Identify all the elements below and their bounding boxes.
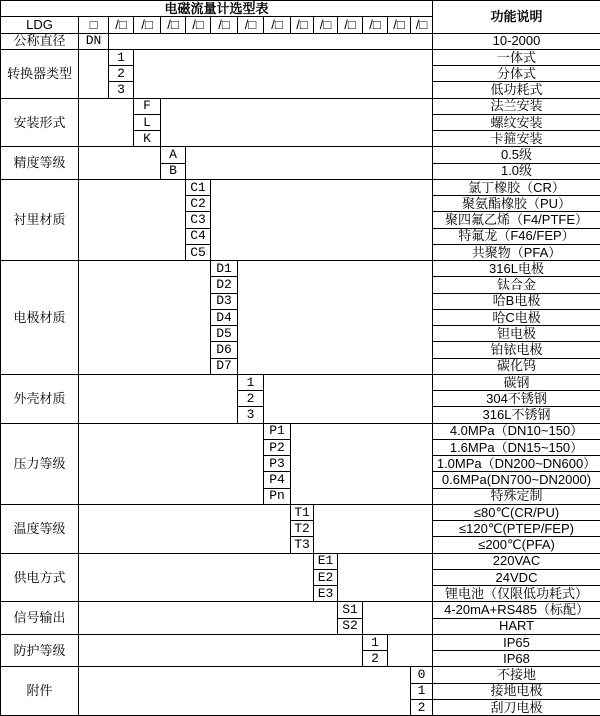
option-code: K bbox=[134, 131, 161, 147]
section-label: 安装形式 bbox=[1, 98, 79, 147]
spacer-cell bbox=[79, 634, 363, 667]
spacer-cell bbox=[79, 98, 134, 147]
option-code: 3 bbox=[238, 407, 264, 423]
option-code: B bbox=[161, 163, 186, 179]
section-label: 转换器类型 bbox=[1, 49, 79, 98]
option-description: 24VDC bbox=[433, 569, 600, 585]
option-code: 1 bbox=[238, 374, 264, 390]
spacer-cell bbox=[338, 553, 433, 602]
spacer-cell bbox=[161, 98, 433, 147]
option-code: T3 bbox=[291, 537, 314, 553]
option-description: 钛合金 bbox=[433, 277, 600, 293]
option-code: 0 bbox=[411, 667, 433, 683]
section-label: 衬里材质 bbox=[1, 179, 79, 260]
model-code-slot-box: /□ bbox=[238, 17, 264, 33]
option-code: E1 bbox=[314, 553, 338, 569]
option-description: 碳钢 bbox=[433, 374, 600, 390]
spacer-cell bbox=[134, 49, 433, 98]
model-code-slot-box: /□ bbox=[161, 17, 186, 33]
option-code: D3 bbox=[211, 293, 238, 309]
model-first-slot-box: □ bbox=[79, 17, 109, 33]
option-description: HART bbox=[433, 618, 600, 634]
option-code: S2 bbox=[338, 618, 363, 634]
option-code: 2 bbox=[363, 651, 388, 667]
spacer-cell bbox=[79, 602, 338, 635]
option-code: D7 bbox=[211, 358, 238, 374]
function-column-header: 功能说明 bbox=[433, 1, 600, 34]
model-code-slot-box: /□ bbox=[134, 17, 161, 33]
spacer-cell bbox=[211, 179, 433, 260]
option-code: Pn bbox=[264, 488, 291, 504]
option-description: 0.6MPa(DN700~DN2000) bbox=[433, 472, 600, 488]
option-description: ≤80℃(CR/PU) bbox=[433, 504, 600, 520]
option-description: ≤200℃(PFA) bbox=[433, 537, 600, 553]
option-description: 316L不锈钢 bbox=[433, 407, 600, 423]
option-code: C2 bbox=[186, 196, 211, 212]
spacer-cell bbox=[79, 553, 314, 602]
option-description: 聚氨酯橡胶（PU） bbox=[433, 196, 600, 212]
diameter-code: DN bbox=[79, 33, 109, 49]
option-description: 4.0MPa（DN10~150） bbox=[433, 423, 600, 439]
diameter-label: 公称直径 bbox=[1, 33, 79, 49]
option-code: D1 bbox=[211, 261, 238, 277]
option-description: 铂铱电极 bbox=[433, 342, 600, 358]
option-code: C3 bbox=[186, 212, 211, 228]
spacer-cell bbox=[186, 147, 433, 180]
spacer-cell bbox=[363, 602, 433, 635]
option-code: 3 bbox=[109, 82, 134, 98]
option-description: 螺纹安装 bbox=[433, 114, 600, 130]
option-code: 1 bbox=[363, 634, 388, 650]
option-description: 卡箍安装 bbox=[433, 131, 600, 147]
option-code: P3 bbox=[264, 456, 291, 472]
section-label: 附件 bbox=[1, 667, 79, 716]
section-label: 供电方式 bbox=[1, 553, 79, 602]
model-code-slot-box: /□ bbox=[211, 17, 238, 33]
option-description: 钽电极 bbox=[433, 326, 600, 342]
spacer-cell bbox=[388, 634, 433, 667]
option-code: D4 bbox=[211, 309, 238, 325]
model-code-slot-box: /□ bbox=[338, 17, 363, 33]
option-code: P4 bbox=[264, 472, 291, 488]
option-description: 1.0MPa（DN200~DN600） bbox=[433, 456, 600, 472]
option-description: 共聚物（PFA） bbox=[433, 244, 600, 260]
spacer-cell bbox=[79, 179, 186, 260]
option-description: 碳化钨 bbox=[433, 358, 600, 374]
spacer-cell bbox=[79, 667, 411, 716]
spacer-cell bbox=[79, 374, 238, 423]
spacer-cell bbox=[79, 261, 211, 375]
section-label: 温度等级 bbox=[1, 504, 79, 553]
model-code-slot-box: /□ bbox=[388, 17, 411, 33]
option-description: 304不锈钢 bbox=[433, 391, 600, 407]
option-code: F bbox=[134, 98, 161, 114]
option-code: 2 bbox=[411, 699, 433, 715]
section-label: 信号输出 bbox=[1, 602, 79, 635]
option-description: 一体式 bbox=[433, 49, 600, 65]
option-code: 2 bbox=[238, 391, 264, 407]
option-code: L bbox=[134, 114, 161, 130]
option-description: 聚四氟乙烯（F4/PTFE） bbox=[433, 212, 600, 228]
spacer-cell bbox=[238, 261, 433, 375]
spacer-cell bbox=[264, 374, 433, 423]
spacer-cell bbox=[314, 504, 433, 553]
section-label: 防护等级 bbox=[1, 634, 79, 667]
option-code: D2 bbox=[211, 277, 238, 293]
option-code: 2 bbox=[109, 66, 134, 82]
spacer-cell bbox=[79, 147, 161, 180]
option-description: 哈C电极 bbox=[433, 309, 600, 325]
option-description: 220VAC bbox=[433, 553, 600, 569]
option-code: A bbox=[161, 147, 186, 163]
option-code: C4 bbox=[186, 228, 211, 244]
spacer-cell bbox=[79, 423, 264, 504]
option-description: 1.0级 bbox=[433, 163, 600, 179]
option-description: 氯丁橡胶（CR） bbox=[433, 179, 600, 195]
section-label: 压力等级 bbox=[1, 423, 79, 504]
spacer-cell bbox=[79, 49, 109, 98]
option-description: ≤120℃(PTEP/FEP) bbox=[433, 521, 600, 537]
option-description: 特氟龙（F46/FEP） bbox=[433, 228, 600, 244]
spacer-cell bbox=[79, 504, 291, 553]
option-code: C1 bbox=[186, 179, 211, 195]
option-description: 316L电极 bbox=[433, 261, 600, 277]
model-code-slot-box: /□ bbox=[291, 17, 314, 33]
option-code: 1 bbox=[411, 683, 433, 699]
spacer-cell bbox=[291, 423, 433, 504]
option-code: E3 bbox=[314, 586, 338, 602]
option-description: 不接地 bbox=[433, 667, 600, 683]
option-description: 1.6MPa（DN15~150） bbox=[433, 439, 600, 455]
model-code-slot-box: /□ bbox=[363, 17, 388, 33]
option-code: T1 bbox=[291, 504, 314, 520]
option-description: 特殊定制 bbox=[433, 488, 600, 504]
model-code-slot-box: /□ bbox=[314, 17, 338, 33]
option-code: T2 bbox=[291, 521, 314, 537]
model-code-slot-box: /□ bbox=[264, 17, 291, 33]
option-code: P2 bbox=[264, 439, 291, 455]
model-prefix: LDG bbox=[1, 17, 79, 33]
model-code-slot-box: /□ bbox=[411, 17, 433, 33]
option-code: D5 bbox=[211, 326, 238, 342]
option-code: D6 bbox=[211, 342, 238, 358]
spacer-cell bbox=[109, 33, 433, 49]
option-code: C5 bbox=[186, 244, 211, 260]
section-label: 精度等级 bbox=[1, 147, 79, 180]
option-description: 低功耗式 bbox=[433, 82, 600, 98]
model-code-slot-box: /□ bbox=[186, 17, 211, 33]
option-description: 分体式 bbox=[433, 66, 600, 82]
option-description: IP68 bbox=[433, 651, 600, 667]
option-code: S1 bbox=[338, 602, 363, 618]
option-code: E2 bbox=[314, 569, 338, 585]
option-description: IP65 bbox=[433, 634, 600, 650]
option-code: 1 bbox=[109, 49, 134, 65]
table-title: 电磁流量计选型表 bbox=[1, 1, 433, 17]
section-label: 外壳材质 bbox=[1, 374, 79, 423]
option-description: 接地电极 bbox=[433, 683, 600, 699]
option-description: 锂电池（仅限低功耗式） bbox=[433, 586, 600, 602]
option-code: P1 bbox=[264, 423, 291, 439]
option-description: 哈B电极 bbox=[433, 293, 600, 309]
model-code-slot-box: /□ bbox=[109, 17, 134, 33]
option-description: 4-20mA+RS485（标配） bbox=[433, 602, 600, 618]
option-description: 0.5级 bbox=[433, 147, 600, 163]
section-label: 电极材质 bbox=[1, 261, 79, 375]
option-description: 法兰安装 bbox=[433, 98, 600, 114]
option-description: 刮刀电极 bbox=[433, 699, 600, 715]
diameter-description: 10-2000 bbox=[433, 33, 600, 49]
